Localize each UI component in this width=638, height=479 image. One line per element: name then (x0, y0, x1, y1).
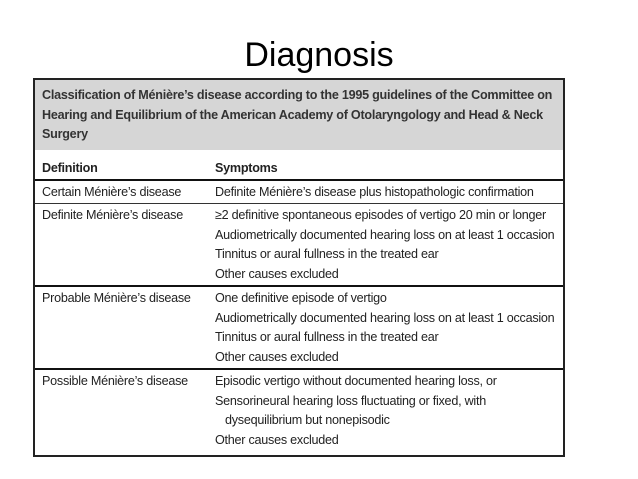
symptom-line: Other causes excluded (215, 266, 339, 281)
symptom-line: Definite Ménière’s disease plus histopathologic confirmation (215, 184, 534, 199)
definition-cell: Probable Ménière’s disease (42, 291, 191, 305)
symptom-line: ≥2 definitive spontaneous episodes of vertigo 20 min or longer (215, 208, 546, 222)
table-row (35, 287, 563, 370)
symptoms-cell (215, 206, 559, 284)
header-definition: Definition (42, 161, 98, 175)
symptom-line: Episodic vertigo without documented hearing loss, or (215, 374, 497, 388)
table-row (35, 181, 563, 205)
symptom-line: Sensorineural hearing loss fluctuating or fixed, with (215, 393, 486, 408)
symptom-line: Other causes excluded (215, 432, 339, 447)
definition-cell: Possible Ménière’s disease (42, 374, 188, 388)
symptom-line: Audiometrically documented hearing loss on at least 1 occasion (215, 310, 555, 325)
symptom-line: One definitive episode of vertigo (215, 291, 387, 305)
symptom-line: Tinnitus or aural fullness in the treated ear (215, 247, 439, 261)
definition-cell: Certain Ménière’s disease (42, 184, 182, 199)
header-symptoms: Symptoms (215, 161, 278, 175)
table-caption: Classification of Ménière’s disease according to the 1995 guidelines of the Committee on Hearing and Equilibrium of the American Academy of Otolaryngology and Head & Neck Surgery (35, 80, 563, 150)
symptoms-cell (215, 183, 559, 203)
table-header (35, 150, 563, 181)
table-row (35, 370, 563, 451)
symptom-line: dysequilibrium but nonepisodic (225, 413, 390, 427)
symptoms-cell (215, 372, 559, 450)
symptom-line: Other causes excluded (215, 349, 339, 364)
symptoms-cell (215, 289, 559, 367)
definition-cell: Definite Ménière’s disease (42, 208, 183, 222)
symptom-line: Tinnitus or aural fullness in the treated ear (215, 330, 439, 344)
slide-title: Diagnosis (244, 36, 394, 74)
classification-table (33, 78, 565, 457)
symptom-line: Audiometrically documented hearing loss on at least 1 occasion (215, 227, 555, 242)
table-row (35, 204, 563, 287)
